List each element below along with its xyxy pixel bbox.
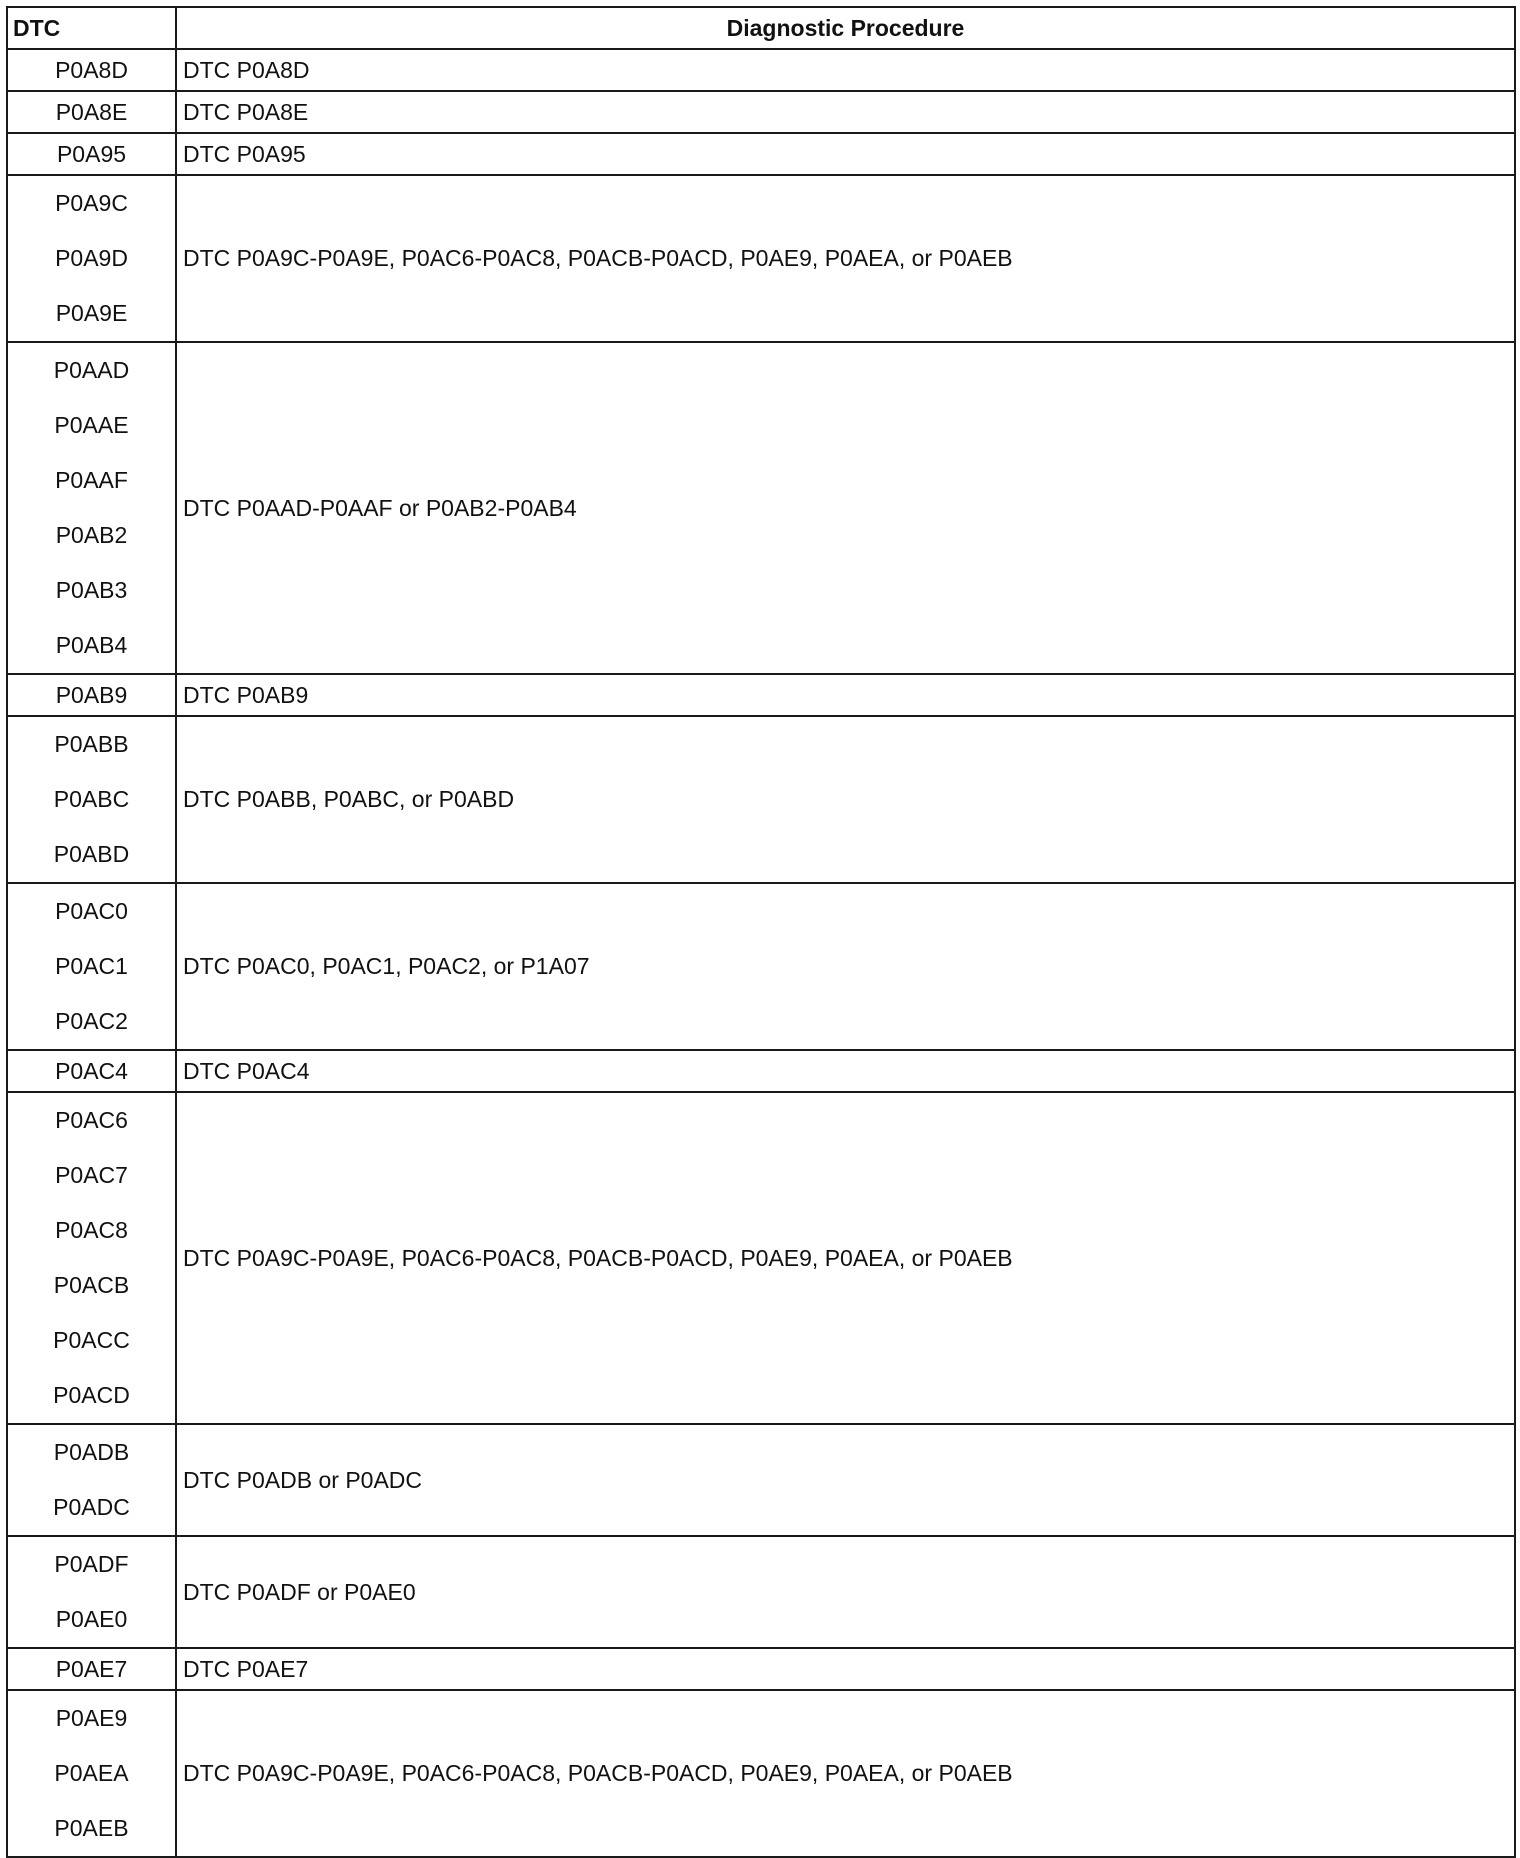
diagnostic-procedure-link[interactable]: DTC P0AC4 bbox=[176, 1050, 1515, 1092]
table-row bbox=[7, 1536, 1515, 1648]
dtc-code: P0ACB bbox=[53, 1272, 130, 1298]
dtc-code: P0A8E bbox=[55, 99, 128, 125]
dtc-codes-cell bbox=[7, 674, 176, 716]
dtc-code: P0AB3 bbox=[55, 577, 128, 603]
dtc-code: P0AC0 bbox=[55, 898, 128, 924]
dtc-code: P0ACD bbox=[53, 1382, 130, 1408]
dtc-code: P0A9D bbox=[55, 245, 128, 271]
diagnostic-procedure-link[interactable]: DTC P0ADB or P0ADC bbox=[176, 1424, 1515, 1536]
dtc-code: P0ADF bbox=[54, 1551, 129, 1577]
dtc-code: P0A9E bbox=[55, 300, 128, 326]
dtc-code: P0AC7 bbox=[55, 1162, 128, 1188]
table-row bbox=[7, 883, 1515, 1050]
table-row bbox=[7, 1424, 1515, 1536]
dtc-codes-cell bbox=[7, 49, 176, 91]
dtc-codes-cell bbox=[7, 175, 176, 342]
column-header-procedure: Diagnostic Procedure bbox=[176, 7, 1515, 49]
dtc-code: P0ADB bbox=[53, 1439, 130, 1465]
dtc-code: P0ACC bbox=[53, 1327, 130, 1353]
dtc-code: P0AEB bbox=[54, 1815, 129, 1841]
diagnostic-procedure-link[interactable]: DTC P0A95 bbox=[176, 133, 1515, 175]
dtc-code: P0AC2 bbox=[55, 1008, 128, 1034]
diagnostic-procedure-link[interactable]: DTC P0A9C-P0A9E, P0AC6-P0AC8, P0ACB-P0ACD, P0AE9, P0AEA, or P0AEB bbox=[176, 1690, 1515, 1857]
diagnostic-procedure-link[interactable]: DTC P0AC0, P0AC1, P0AC2, or P1A07 bbox=[176, 883, 1515, 1050]
diagnostic-procedure-link[interactable]: DTC P0ADF or P0AE0 bbox=[176, 1536, 1515, 1648]
diagnostic-procedure-link[interactable]: DTC P0A9C-P0A9E, P0AC6-P0AC8, P0ACB-P0ACD, P0AE9, P0AEA, or P0AEB bbox=[176, 1092, 1515, 1424]
dtc-codes-cell bbox=[7, 1424, 176, 1536]
dtc-codes-cell bbox=[7, 1690, 176, 1857]
diagnostic-procedure-link[interactable]: DTC P0AB9 bbox=[176, 674, 1515, 716]
diagnostic-procedure-link[interactable]: DTC P0ABB, P0ABC, or P0ABD bbox=[176, 716, 1515, 883]
dtc-code: P0AE0 bbox=[55, 1606, 128, 1632]
dtc-codes-cell bbox=[7, 1050, 176, 1092]
dtc-code: P0AC6 bbox=[55, 1107, 128, 1133]
table-body bbox=[7, 49, 1515, 1857]
dtc-codes-cell bbox=[7, 342, 176, 674]
dtc-table bbox=[6, 6, 1516, 1858]
table-row bbox=[7, 175, 1515, 342]
table-row bbox=[7, 716, 1515, 883]
diagnostic-procedure-link[interactable]: DTC P0A8D bbox=[176, 49, 1515, 91]
table-row bbox=[7, 1690, 1515, 1857]
dtc-codes-cell bbox=[7, 133, 176, 175]
table-row bbox=[7, 1648, 1515, 1690]
dtc-code: P0A9C bbox=[55, 190, 128, 216]
table-row bbox=[7, 342, 1515, 674]
diagnostic-procedure-link[interactable]: DTC P0AE7 bbox=[176, 1648, 1515, 1690]
diagnostic-procedure-link[interactable]: DTC P0A8E bbox=[176, 91, 1515, 133]
table-header-row bbox=[7, 7, 1515, 49]
dtc-codes-cell bbox=[7, 1092, 176, 1424]
dtc-code: P0AC1 bbox=[55, 953, 128, 979]
dtc-code: P0AE7 bbox=[55, 1656, 128, 1682]
dtc-code: P0AAF bbox=[55, 467, 128, 493]
diagnostic-procedure-link[interactable]: DTC P0AAD-P0AAF or P0AB2-P0AB4 bbox=[176, 342, 1515, 674]
dtc-code: P0AAD bbox=[53, 357, 130, 383]
dtc-codes-cell bbox=[7, 91, 176, 133]
dtc-code: P0AC8 bbox=[55, 1217, 128, 1243]
table-row bbox=[7, 1092, 1515, 1424]
table-row bbox=[7, 133, 1515, 175]
diagnostic-procedure-link[interactable]: DTC P0A9C-P0A9E, P0AC6-P0AC8, P0ACB-P0ACD, P0AE9, P0AEA, or P0AEB bbox=[176, 175, 1515, 342]
dtc-codes-cell bbox=[7, 883, 176, 1050]
dtc-table-container bbox=[6, 6, 1516, 1858]
dtc-codes-cell bbox=[7, 1536, 176, 1648]
dtc-code: P0AB9 bbox=[55, 682, 128, 708]
dtc-code: P0A8D bbox=[55, 57, 128, 83]
dtc-code: P0AE9 bbox=[55, 1705, 128, 1731]
dtc-codes-cell bbox=[7, 716, 176, 883]
column-header-dtc: DTC bbox=[7, 7, 176, 49]
dtc-code: P0AEA bbox=[54, 1760, 129, 1786]
table-row bbox=[7, 1050, 1515, 1092]
dtc-code: P0ADC bbox=[53, 1494, 130, 1520]
dtc-code: P0AAE bbox=[54, 412, 129, 438]
dtc-code: P0A95 bbox=[56, 141, 127, 167]
dtc-code: P0AC4 bbox=[55, 1058, 128, 1084]
dtc-code: P0AB2 bbox=[55, 522, 128, 548]
dtc-code: P0ABD bbox=[53, 841, 130, 867]
dtc-code: P0ABB bbox=[54, 731, 129, 757]
table-row bbox=[7, 91, 1515, 133]
table-row bbox=[7, 49, 1515, 91]
dtc-codes-cell bbox=[7, 1648, 176, 1690]
table-row bbox=[7, 674, 1515, 716]
dtc-code: P0AB4 bbox=[55, 632, 128, 658]
dtc-code: P0ABC bbox=[53, 786, 130, 812]
